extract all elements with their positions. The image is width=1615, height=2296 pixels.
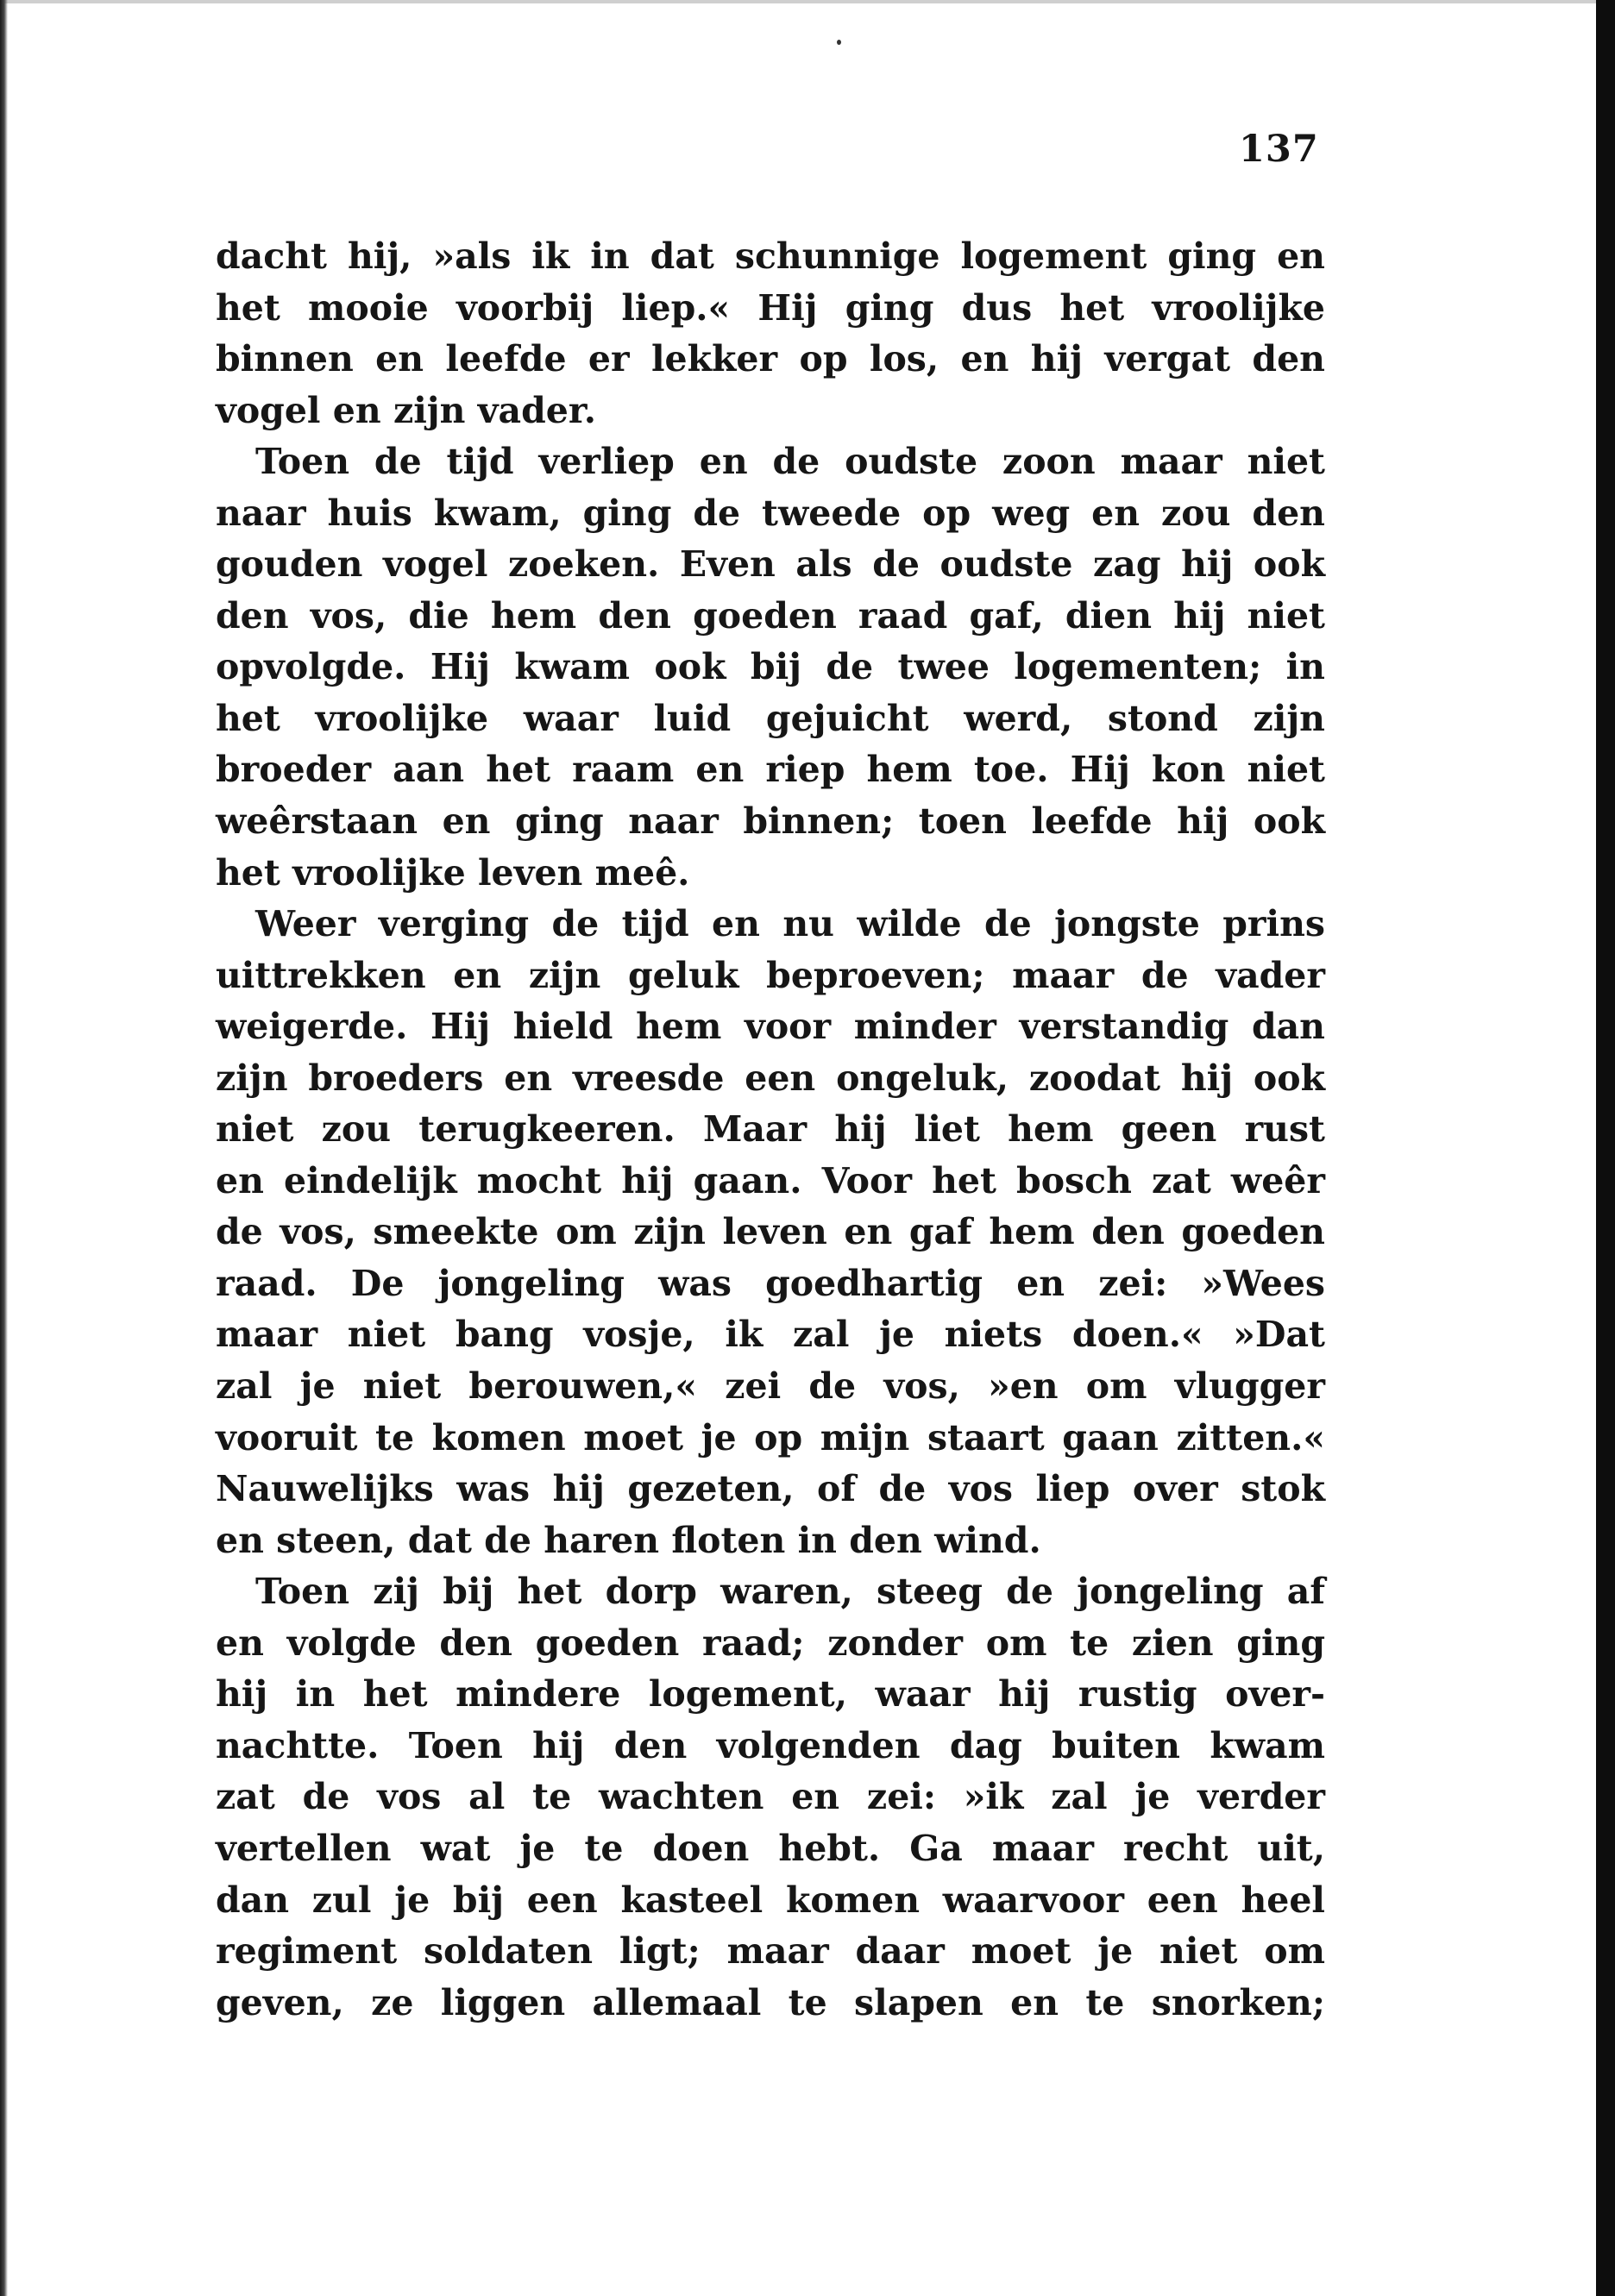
text-line: vooruit te komen moet je op mijn staart gaan zitten.« bbox=[216, 1416, 1325, 1459]
text-line: en eindelijk mocht hij gaan. Voor het bosch zat weêr bbox=[216, 1159, 1325, 1201]
text-line: het vroolijke waar luid gejuicht werd, stond zijn bbox=[216, 697, 1325, 739]
text-line: het mooie voorbij liep.« Hij ging dus het vroolijke bbox=[216, 286, 1325, 329]
text-line: regiment soldaten ligt; maar daar moet je niet om bbox=[216, 1930, 1325, 1973]
text-line: binnen en leefde er lekker op los, en hij vergat den bbox=[216, 338, 1325, 380]
text-line: gouden vogel zoeken. Even als de oudste zag hij ook bbox=[216, 543, 1325, 586]
text-line: niet zou terugkeeren. Maar hij liet hem geen rust bbox=[216, 1108, 1325, 1151]
page-number: 137 bbox=[1239, 128, 1319, 171]
text-line: dacht hij, »als ik in dat schunnige logement ging en bbox=[216, 235, 1325, 277]
body-text bbox=[216, 231, 1325, 2029]
text-line: Toen de tijd verliep en de oudste zoon maar niet bbox=[255, 441, 1325, 483]
scan-edge-right bbox=[1596, 0, 1615, 2296]
text-line: weêrstaan en ging naar binnen; toen leefde hij ook bbox=[216, 800, 1325, 843]
scan-edge-left bbox=[0, 0, 8, 2296]
text-line: Weer verging de tijd en nu wilde de jongste prins bbox=[255, 903, 1325, 945]
scan-edge-top bbox=[0, 0, 1615, 3]
text-line: Toen zij bij het dorp waren, steeg de jongeling af bbox=[255, 1571, 1325, 1613]
text-line: hij in het mindere logement, waar hij rustig over- bbox=[216, 1673, 1325, 1716]
text-line: maar niet bang vosje, ik zal je niets doen.« »Dat bbox=[216, 1314, 1325, 1356]
text-line: en steen, dat de haren floten in den wind. bbox=[216, 1519, 1041, 1561]
text-line: vogel en zijn vader. bbox=[216, 389, 596, 431]
text-line: het vroolijke leven meê. bbox=[216, 851, 690, 894]
text-line: zat de vos al te wachten en zei: »ik zal je verder bbox=[216, 1776, 1325, 1818]
text-line: weigerde. Hij hield hem voor minder verstandig dan bbox=[216, 1006, 1325, 1048]
text-line: en volgde den goeden raad; zonder om te zien ging bbox=[216, 1622, 1325, 1664]
text-line: opvolgde. Hij kwam ook bij de twee logementen; in bbox=[216, 646, 1325, 688]
text-line: den vos, die hem den goeden raad gaf, dien hij niet bbox=[216, 594, 1325, 637]
text-line: zal je niet berouwen,« zei de vos, »en om vlugger bbox=[216, 1365, 1325, 1408]
ink-speck bbox=[837, 40, 841, 45]
text-line: geven, ze liggen allemaal te slapen en te snorken; bbox=[216, 1981, 1325, 2023]
text-line: vertellen wat je te doen hebt. Ga maar recht uit, bbox=[216, 1827, 1325, 1869]
text-line: broeder aan het raam en riep hem toe. Hij kon niet bbox=[216, 749, 1325, 791]
text-line: Nauwelijks was hij gezeten, of de vos liep over stok bbox=[216, 1468, 1325, 1510]
text-line: nachtte. Toen hij den volgenden dag buiten kwam bbox=[216, 1724, 1325, 1766]
text-line: uittrekken en zijn geluk beproeven; maar de vader bbox=[216, 954, 1325, 996]
text-line: naar huis kwam, ging de tweede op weg en zou den bbox=[216, 492, 1325, 534]
text-line: de vos, smeekte om zijn leven en gaf hem den goeden bbox=[216, 1211, 1325, 1253]
text-line: zijn broeders en vreesde een ongeluk, zoodat hij ook bbox=[216, 1057, 1325, 1099]
text-line: raad. De jongeling was goedhartig en zei: »Wees bbox=[216, 1262, 1325, 1304]
text-line: dan zul je bij een kasteel komen waarvoor een heel bbox=[216, 1879, 1325, 1921]
